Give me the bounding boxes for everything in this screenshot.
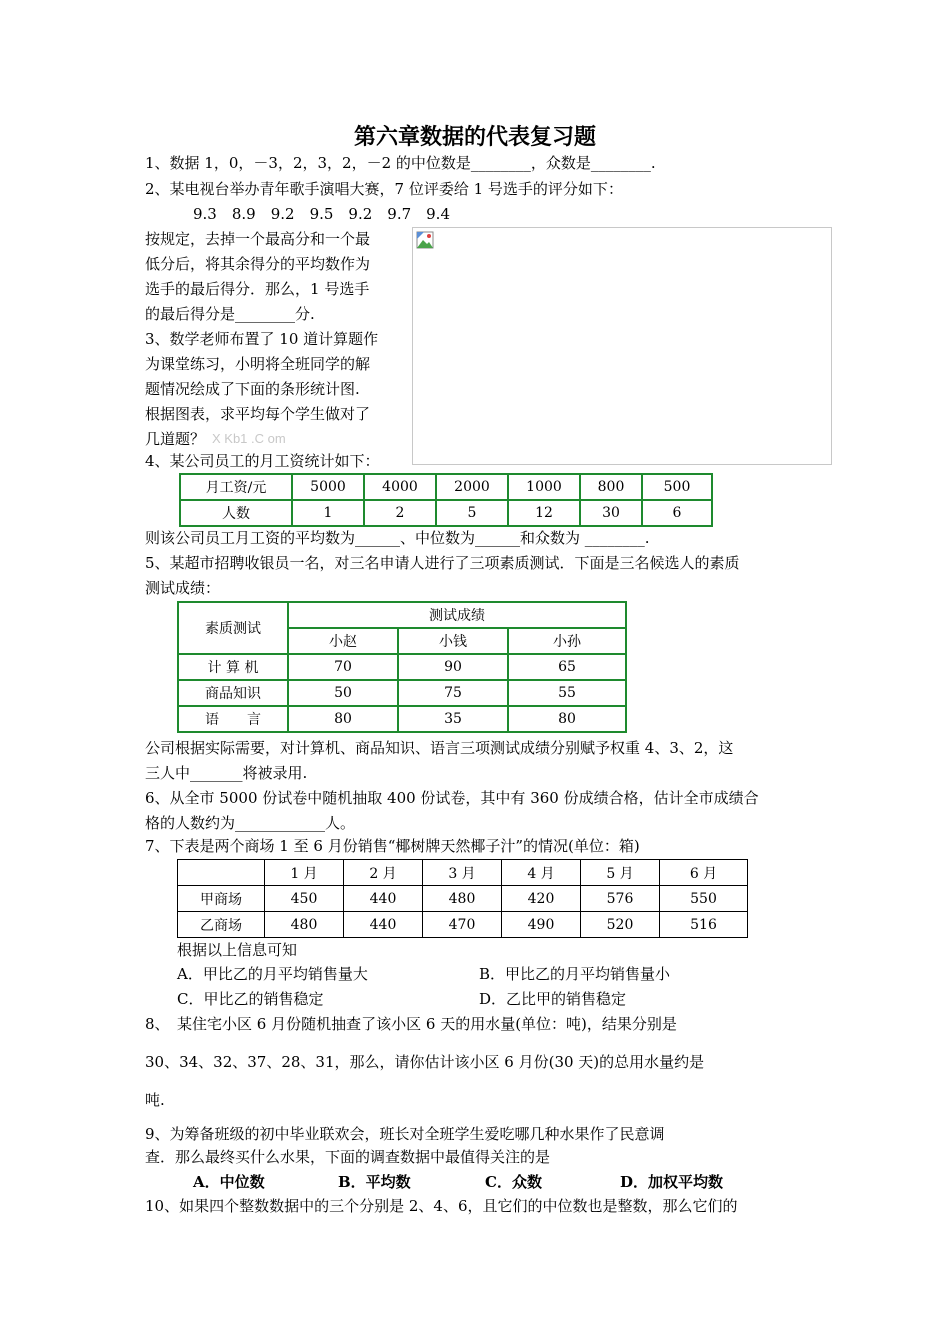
table-cell: 30 xyxy=(580,500,642,526)
table-cell: 70 xyxy=(288,654,398,680)
question-2-text-line: 选手的最后得分．那么，1 号选手 xyxy=(145,280,370,298)
salary-table xyxy=(179,473,713,527)
table-header-cell: 2 月 xyxy=(344,860,423,886)
table-cell: 470 xyxy=(423,912,502,938)
table-header-cell: 3 月 xyxy=(423,860,502,886)
sales-table xyxy=(177,859,748,938)
table-header-cell: 5000 xyxy=(292,474,364,500)
broken-image-icon xyxy=(416,231,434,249)
table-header-cell: 500 xyxy=(642,474,712,500)
question-8-line: 8、 某住宅小区 6 月份随机抽查了该小区 6 天的用水量(单位：吨)，结果分别是 xyxy=(145,1015,677,1033)
question-10: 10、如果四个整数数据中的三个分别是 2、4、6，且它们的中位数也是整数，那么它们的 xyxy=(145,1197,738,1215)
quality-test-table xyxy=(177,601,627,733)
question-9-line: 查．那么最终买什么水果，下面的调查数据中最值得关注的是 xyxy=(145,1148,551,1166)
table-cell: 12 xyxy=(508,500,580,526)
table-cell: 440 xyxy=(344,886,423,912)
table-cell: 516 xyxy=(660,912,748,938)
watermark: X Kb1 .C om xyxy=(212,431,286,446)
table-header-cell: 素质测试 xyxy=(178,602,288,654)
question-5-line: 5、某超市招聘收银员一名，对三名申请人进行了三项素质测试．下面是三名候选人的素质 xyxy=(145,554,740,572)
table-cell: 35 xyxy=(398,706,508,732)
question-8-line: 30、34、32、37、28、31，那么，请你估计该小区 6 月份(30 天)的总用水量约是 xyxy=(145,1053,705,1071)
question-4: 4、某公司员工的月工资统计如下： xyxy=(145,452,380,470)
table-header-cell: 1000 xyxy=(508,474,580,500)
table-cell: 576 xyxy=(581,886,660,912)
table-row-label: 甲商场 xyxy=(178,886,265,912)
table-cell: 55 xyxy=(508,680,626,706)
table-header-cell: 小孙 xyxy=(508,628,626,654)
question-7-lead: 根据以上信息可知 xyxy=(177,941,298,959)
table-cell: 80 xyxy=(508,706,626,732)
table-cell: 420 xyxy=(502,886,581,912)
question-6-line: 格的人数约为____________人。 xyxy=(145,814,356,832)
table-cell: 2 xyxy=(364,500,436,526)
table-header-cell: 月工资/元 xyxy=(180,474,292,500)
question-4-blanks: 则该公司员工月工资的平均数为______、中位数为______和众数为 ________. xyxy=(145,529,650,547)
option-a: A．中位数 xyxy=(193,1173,265,1191)
table-header-cell: 800 xyxy=(580,474,642,500)
question-2-scores: 9.3 8.9 9.2 9.5 9.2 9.7 9.4 xyxy=(193,205,450,223)
table-cell: 75 xyxy=(398,680,508,706)
option-d: D．加权平均数 xyxy=(620,1173,724,1191)
table-row-label: 商品知识 xyxy=(178,680,288,706)
table-cell: 90 xyxy=(398,654,508,680)
question-3-text-line: 根据图表，求平均每个学生做对了 xyxy=(145,405,371,423)
table-cell: 1 xyxy=(292,500,364,526)
option-c: C．众数 xyxy=(485,1173,542,1191)
option-b: B．平均数 xyxy=(338,1173,411,1191)
table-cell: 490 xyxy=(502,912,581,938)
table-header-cell: 测试成绩 xyxy=(288,602,626,628)
table-cell: 80 xyxy=(288,706,398,732)
question-8-line: 吨. xyxy=(145,1091,165,1109)
table-header-cell: 6 月 xyxy=(660,860,748,886)
question-2-text-line: 低分后，将其余得分的平均数作为 xyxy=(145,255,371,273)
question-3-text-line: 3、数学老师布置了 10 道计算题作 xyxy=(145,330,379,348)
table-cell: 520 xyxy=(581,912,660,938)
table-header-cell: 2000 xyxy=(436,474,508,500)
table-header-cell xyxy=(178,860,265,886)
question-5-line: 测试成绩： xyxy=(145,579,221,597)
table-header-cell: 1 月 xyxy=(265,860,344,886)
table-cell: 440 xyxy=(344,912,423,938)
question-6-line: 6、从全市 5000 份试卷中随机抽取 400 份试卷，其中有 360 份成绩合格，估计全市成绩合 xyxy=(145,789,759,807)
question-5-line: 公司根据实际需要，对计算机、商品知识、语言三项测试成绩分别赋予权重 4、3、2，这 xyxy=(145,739,734,757)
table-cell: 550 xyxy=(660,886,748,912)
question-9-line: 9、为筹备班级的初中毕业联欢会，班长对全班学生爱吃哪几种水果作了民意调 xyxy=(145,1125,665,1143)
option-b: B．甲比乙的月平均销售量小 xyxy=(479,965,671,983)
question-2-text-line: 的最后得分是________分. xyxy=(145,305,315,323)
broken-image xyxy=(412,227,832,465)
option-c: C．甲比乙的销售稳定 xyxy=(177,990,324,1008)
table-row-label: 语 言 xyxy=(178,706,288,732)
table-header-cell: 4 月 xyxy=(502,860,581,886)
question-1: 1、数据 1，0，－3，2，3，2，－2 的中位数是________，众数是________. xyxy=(145,154,656,172)
table-cell: 480 xyxy=(265,912,344,938)
table-row-label: 计 算 机 xyxy=(178,654,288,680)
table-row-label: 乙商场 xyxy=(178,912,265,938)
table-header-cell: 5 月 xyxy=(581,860,660,886)
table-cell: 450 xyxy=(265,886,344,912)
table-cell: 6 xyxy=(642,500,712,526)
table-header-cell: 小赵 xyxy=(288,628,398,654)
question-5-line: 三人中_______将被录用. xyxy=(145,764,308,782)
table-cell: 人数 xyxy=(180,500,292,526)
question-3-text-line: 题情况绘成了下面的条形统计图. xyxy=(145,380,360,398)
table-cell: 480 xyxy=(423,886,502,912)
table-header-cell: 4000 xyxy=(364,474,436,500)
option-d: D．乙比甲的销售稳定 xyxy=(479,990,627,1008)
table-cell: 5 xyxy=(436,500,508,526)
question-2: 2、某电视台举办青年歌手演唱大赛，7 位评委给 1 号选手的评分如下： xyxy=(145,180,623,198)
page-title: 第六章数据的代表复习题 xyxy=(353,124,596,150)
table-header-cell: 小钱 xyxy=(398,628,508,654)
table-cell: 50 xyxy=(288,680,398,706)
question-2-text-line: 按规定，去掉一个最高分和一个最 xyxy=(145,230,371,248)
question-3-text-line: 为课堂练习，小明将全班同学的解 xyxy=(145,355,371,373)
question-7-line: 7、下表是两个商场 1 至 6 月份销售“椰树牌天然椰子汁”的情况(单位：箱) xyxy=(145,837,640,855)
table-cell: 65 xyxy=(508,654,626,680)
question-3-text-line: 几道题？ xyxy=(145,430,206,448)
option-a: A．甲比乙的月平均销售量大 xyxy=(177,965,368,983)
